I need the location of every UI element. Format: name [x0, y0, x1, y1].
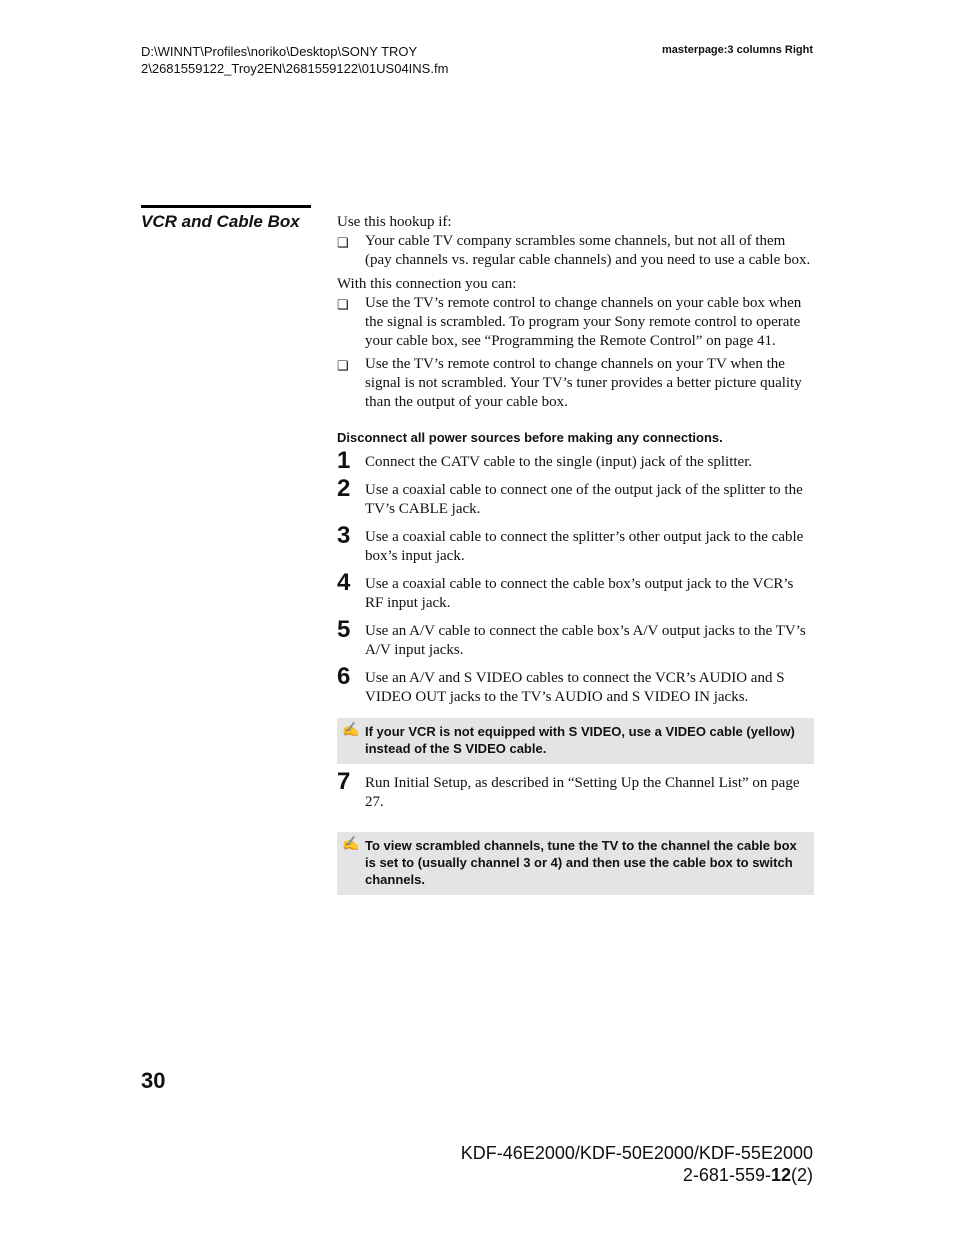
main-column [337, 213, 814, 905]
note-text: To view scrambled channels, tune the TV to the channel the cable box is set to (usually channel 3 or 4) and then use the cable box to switch channels. [365, 838, 797, 887]
step-3 [337, 522, 814, 566]
step-text: Use an A/V and S VIDEO cables to connect the VCR’s AUDIO and S VIDEO OUT jacks to the TV’s AUDIO and S VIDEO IN jacks. [365, 670, 785, 705]
step-number: 2 [337, 475, 351, 502]
file-path-line-2: 2\2681559122_Troy2EN\2681559122\01US04INS.fm [141, 61, 449, 76]
note-text: If your VCR is not equipped with S VIDEO, use a VIDEO cable (yellow) instead of the S VIDEO cable. [365, 724, 795, 756]
step-text: Use a coaxial cable to connect the cable box’s output jack to the VCR’s RF input jack. [365, 576, 794, 611]
section-title: VCR and Cable Box [141, 212, 300, 231]
step-text: Connect the CATV cable to the single (input) jack of the splitter. [365, 454, 753, 470]
list-item [337, 232, 814, 270]
step-text: Use an A/V cable to connect the cable box’s A/V output jacks to the TV’s A/V input jacks. [365, 623, 806, 658]
use-hookup-heading: Use this hookup if: [337, 214, 452, 230]
can-list [337, 294, 814, 412]
section-rule [141, 205, 311, 208]
list-item-text: Use the TV’s remote control to change channels on your TV when the signal is not scrambled. Your TV’s tuner provides a better picture quality than the output of your cable box. [365, 356, 802, 410]
step-text: Use a coaxial cable to connect the splitter’s other output jack to the cable box’s input jack. [365, 529, 804, 564]
part-code-suffix: (2) [791, 1165, 813, 1185]
step-number: 7 [337, 768, 351, 795]
part-code [461, 1164, 813, 1186]
step-text: Run Initial Setup, as described in “Setting Up the Channel List” on page 27. [365, 775, 800, 810]
can-heading: With this connection you can: [337, 276, 517, 292]
model-numbers: KDF-46E2000/KDF-50E2000/KDF-55E2000 [460, 1143, 813, 1163]
step-text: Use a coaxial cable to connect one of the output jack of the splitter to the TV’s CABLE jack. [365, 482, 803, 517]
step-2 [337, 475, 814, 519]
checkbox-bullet-icon: ❑ [337, 297, 349, 312]
part-code-prefix: 2-681-559- [682, 1165, 771, 1185]
masterpage-label: masterpage:3 columns Right [662, 44, 813, 56]
list-item-text: Use the TV’s remote control to change channels on your cable box when the signal is scrambled. To program your Sony remote control to operate your cable box, see “Programming the Remote Control” on page 41. [365, 295, 802, 349]
step-6 [337, 663, 814, 707]
note-box-1 [337, 718, 814, 764]
step-number: 4 [337, 569, 351, 596]
step-number: 6 [337, 663, 351, 690]
list-item [337, 355, 814, 412]
warning-text: Disconnect all power sources before making any connections. [337, 430, 723, 445]
step-7 [337, 768, 814, 812]
list-item-text: Your cable TV company scrambles some channels, but not all of them (pay channels vs. regular cable channels) and you need to use a cable box. [365, 233, 811, 268]
page-number: 30 [141, 1068, 166, 1093]
step-number: 5 [337, 616, 351, 643]
part-code-bold: 12 [770, 1165, 791, 1185]
note-box-2 [337, 832, 814, 895]
step-5 [337, 616, 814, 660]
file-path-line-1: D:\WINNT\Profiles\noriko\Desktop\SONY TROY [141, 44, 418, 59]
checkbox-bullet-icon: ❑ [337, 358, 349, 373]
list-item [337, 294, 814, 351]
checkbox-bullet-icon: ❑ [337, 235, 349, 250]
pencil-note-icon: ✍ [342, 721, 360, 737]
step-4 [337, 569, 814, 613]
footer [461, 1142, 813, 1186]
pencil-note-icon: ✍ [342, 835, 360, 851]
step-number: 1 [337, 447, 351, 474]
use-hookup-list [337, 232, 814, 270]
file-path [141, 43, 448, 77]
step-1 [337, 447, 814, 474]
step-number: 3 [337, 522, 351, 549]
